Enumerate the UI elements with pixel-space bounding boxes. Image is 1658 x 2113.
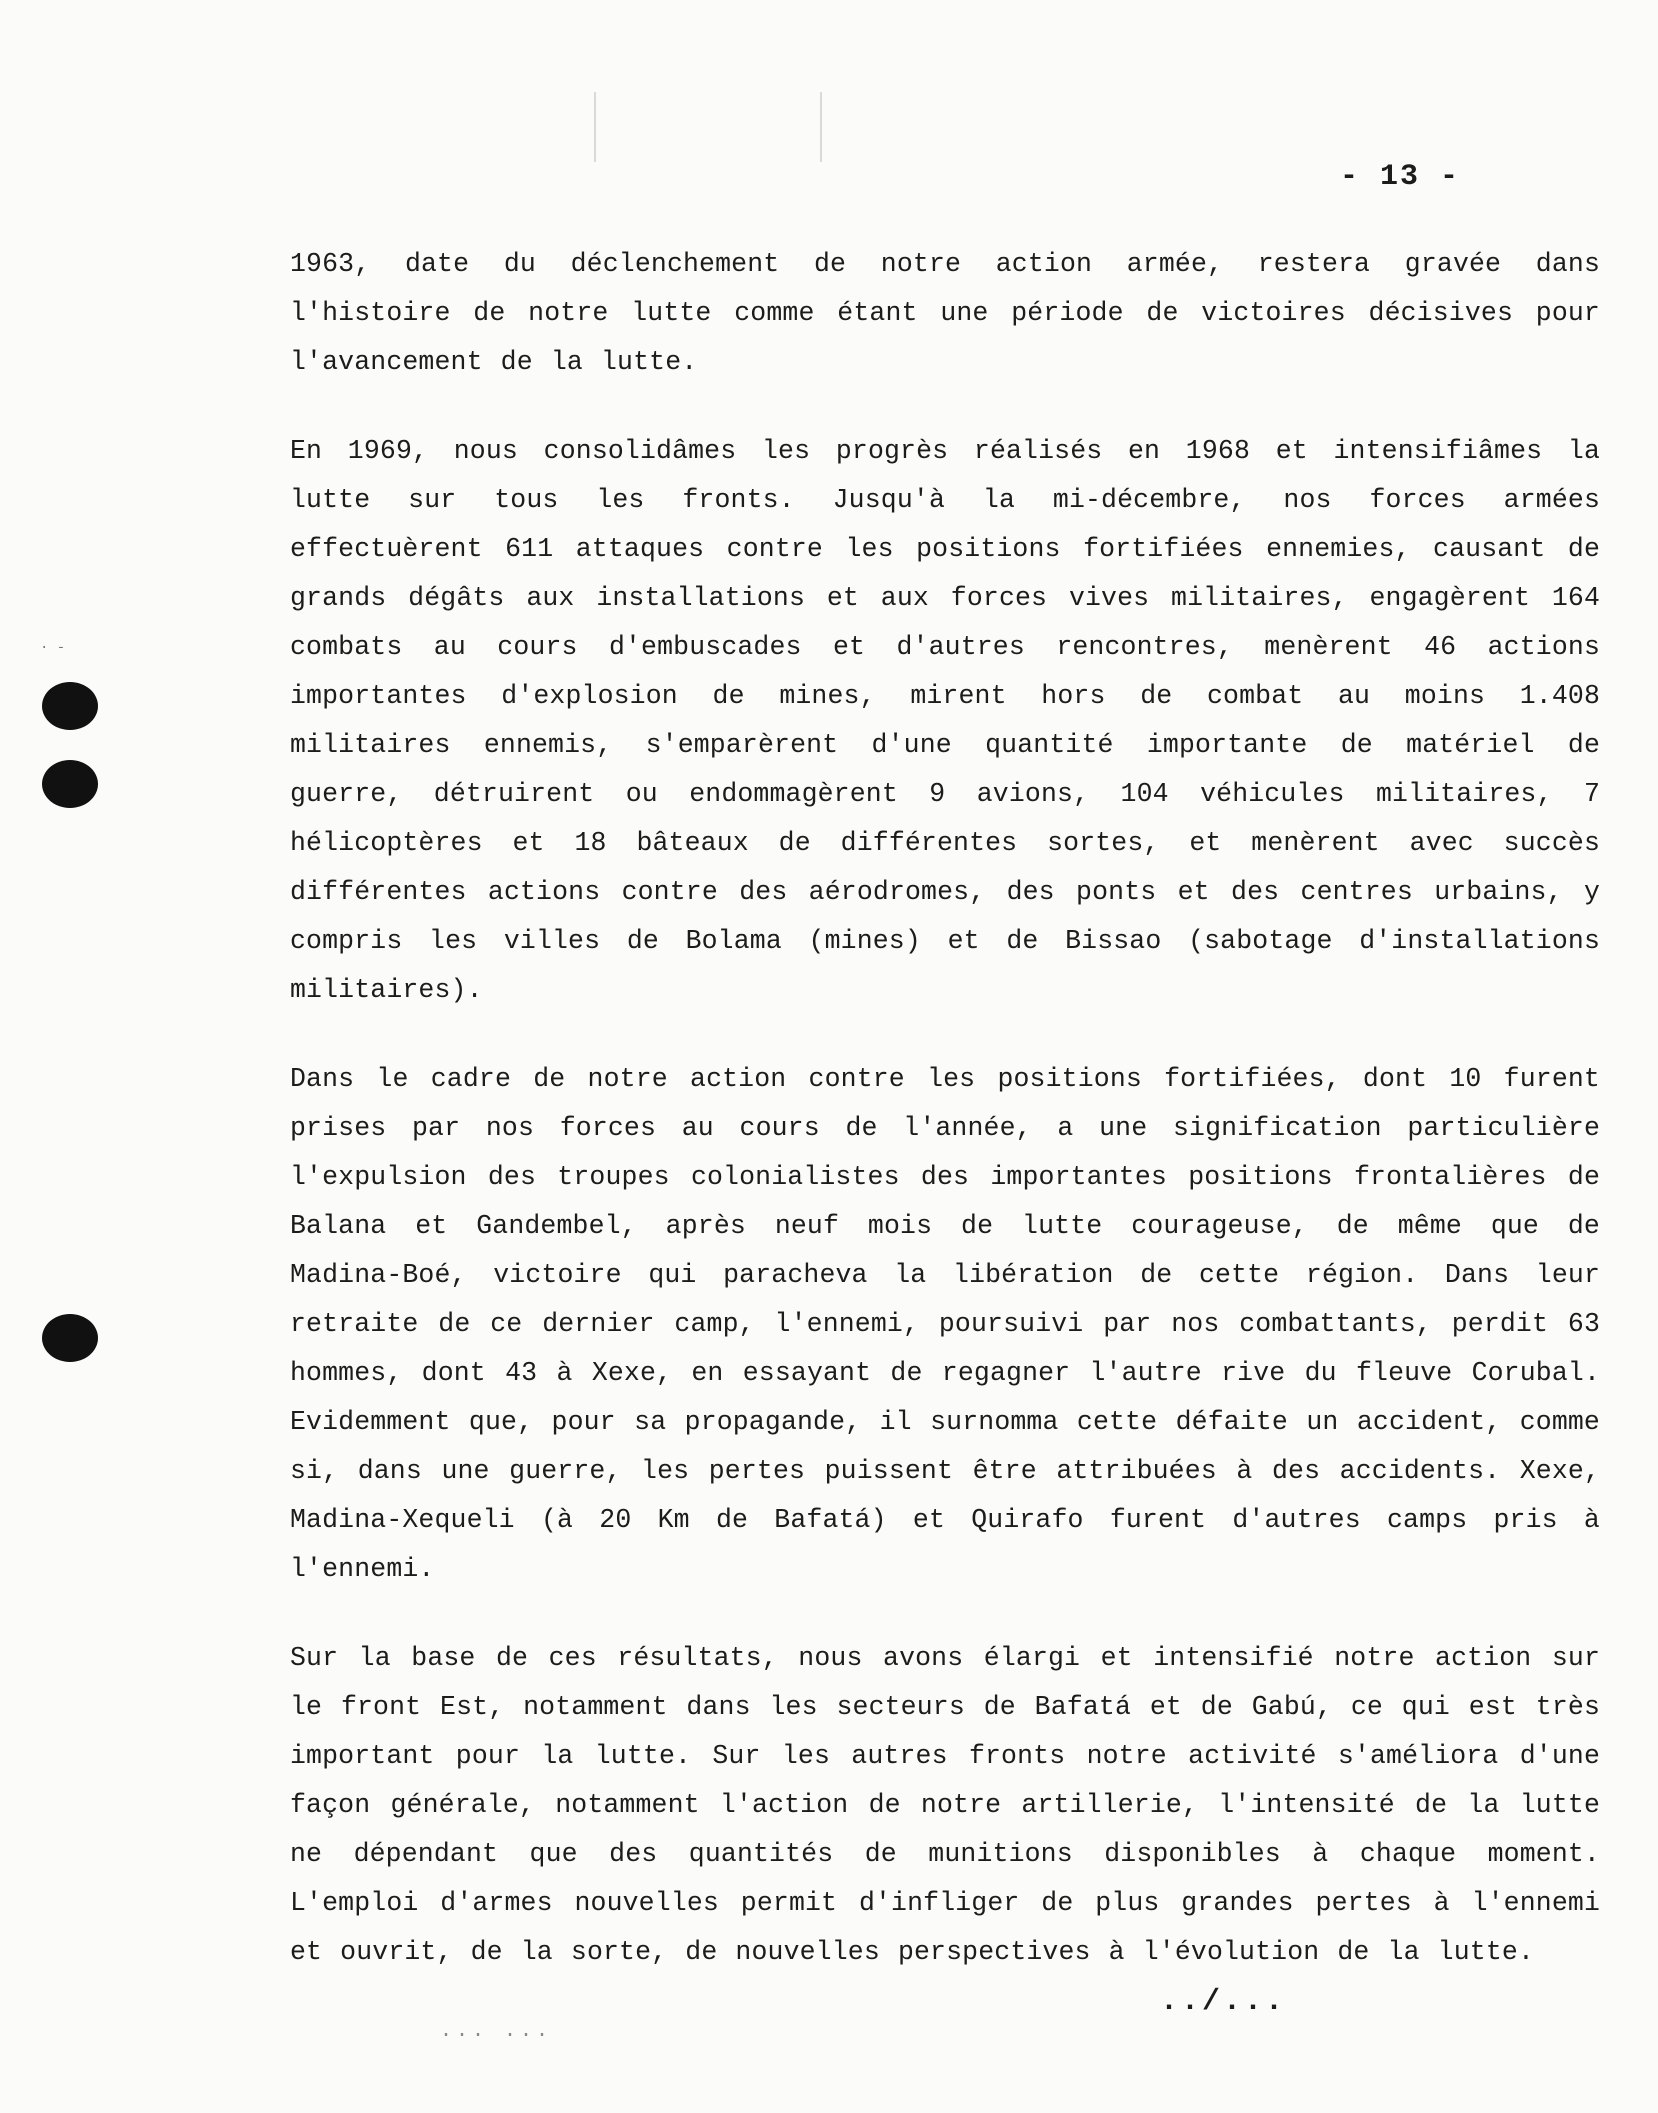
stray-mark: ... ... [440, 2020, 553, 2043]
punch-hole [42, 1314, 98, 1362]
bleed-through-mark [594, 92, 596, 162]
bleed-through-mark [820, 92, 822, 162]
punch-hole [42, 760, 98, 808]
body-text [290, 240, 1600, 2017]
paragraph-3: Dans le cadre de notre action contre les positions fortifiées, dont 10 furent prises par nos forces au cours de l'année, a une signification particulière l'expulsion des troupes colonialistes des importantes positions frontalières de Balana et Gandembel, après neuf mois de lutte courageuse, de même que de Madina-Boé, victoire qui paracheva la libération de cette région. Dans leur retraite de ce dernier camp, l'ennemi, poursuivi par nos combattants, perdit 63 hommes, dont 43 à Xexe, en essayant de regagner l'autre rive du fleuve Corubal. Evidemment que, pour sa propagande, il surnomma cette défaite un accident, comme si, dans une guerre, les pertes puissent être attribuées à des accidents. Xexe, Madina-Xequeli (à 20 Km de Bafatá) et Quirafo furent d'autres camps pris à l'ennemi. [290, 1064, 1600, 1584]
punch-hole [42, 682, 98, 730]
page-number: - 13 - [1340, 160, 1461, 194]
continuation-mark: ../... [1160, 1985, 1287, 2019]
paragraph-2: En 1969, nous consolidâmes les progrès réalisés en 1968 et intensifiâmes la lutte sur tous les fronts. Jusqu'à la mi-décembre, nos forces armées effectuèrent 611 attaques contre les positions fortifiées ennemies, causant de grands dégâts aux installations et aux forces vives militaires, engagèrent 164 combats au cours d'embuscades et d'autres rencontres, menèrent 46 actions importantes d'explosion de mines, mirent hors de combat au moins 1.408 militaires ennemis, s'emparèrent d'une quantité importante de matériel de guerre, détruirent ou endommagèrent 9 avions, 104 véhicules militaires, 7 hélicoptères et 18 bâteaux de différentes sortes, et menèrent avec succès différentes actions contre des aérodromes, des ponts et des centres urbains, y compris les villes de Bolama (mines) et de Bissao (sabotage d'installations militaires). [290, 436, 1600, 1005]
paragraph-4: Sur la base de ces résultats, nous avons élargi et intensifié notre action sur le front Est, notamment dans les secteurs de Bafatá et de Gabú, ce qui est très important pour la lutte. Sur les autres fronts notre activité s'améliora d'une façon générale, notamment l'action de notre artillerie, l'intensité de la lutte ne dépendant que des quantités de munitions disponibles à chaque moment. L'emploi d'armes nouvelles permit d'infliger de plus grandes pertes à l'ennemi et ouvrit, de la sorte, de nouvelles perspectives à l'évolution de la lutte. [290, 1643, 1600, 1967]
margin-mark: · - [40, 640, 66, 656]
paragraph-1: 1963, date du déclenchement de notre action armée, restera gravée dans l'histoire de notre lutte comme étant une période de victoires décisives pour l'avancement de la lutte. [290, 249, 1600, 377]
